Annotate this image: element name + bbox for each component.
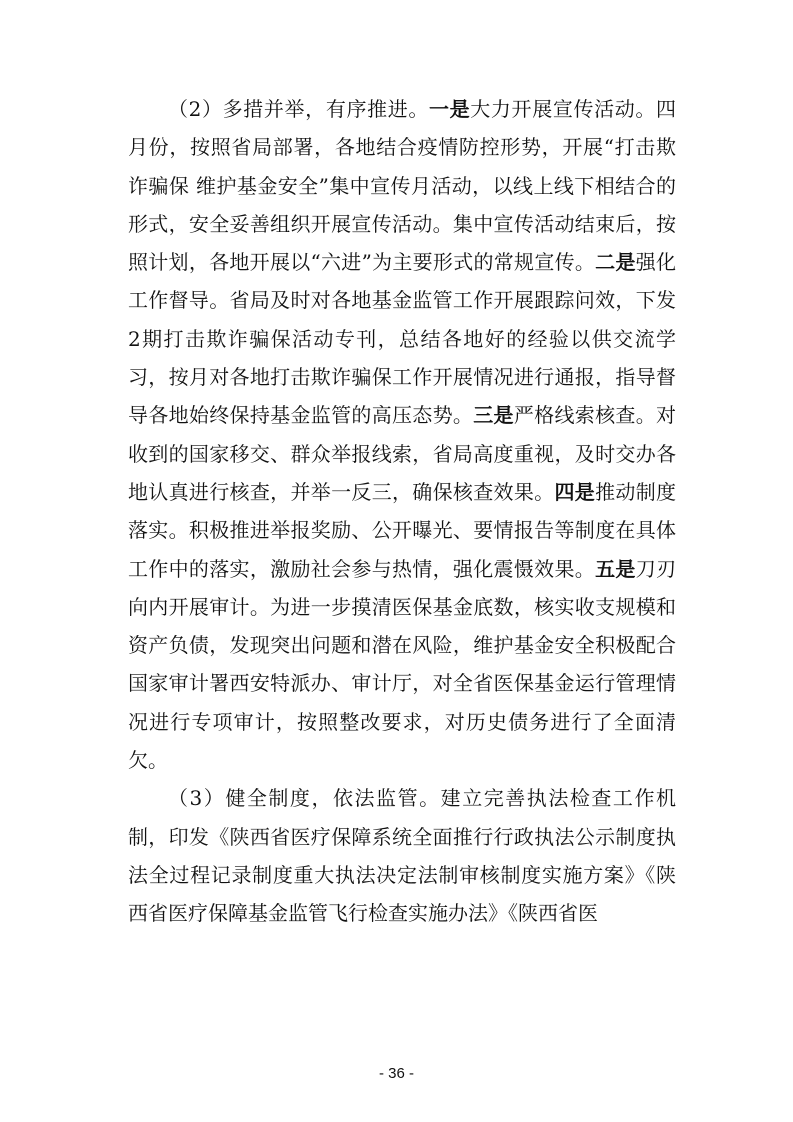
text-run: （3）健全制度，依法监管。建立完善执法检查工作机制，印发《陕西省医疗保障系统全面推行行政执法公示制度执法全过程记录制度重大执法决定法制审核制度实施方案》《陕西省医疗保障基金监管飞行检查实施办法》《陕西省医 [128,786,676,926]
bold-lead: 二是 [595,250,636,275]
bold-lead: 一是 [429,97,471,121]
text-run: 刀刃向内开展审计。为进一步摸清医保基金底数，核实收支规模和资产负债，发现突出问题和潜在风险，维护基金安全积极配合国家审计署西安特派办、审计厅，对全省医保基金运行管理情况进行专项审计，按照整改要求，对历史债务进行了全面清欠。 [128,556,677,773]
paragraph [128,90,676,779]
text-run: 推动制度落实。积极推进举报奖励、公开曝光、要情报告等制度在具体工作中的落实，激励社会参与热情，强化震慑效果。 [128,479,677,581]
paragraph [128,779,676,932]
text-run: 严格线索核查。对收到的国家移交、群众举报线索，省局高度重视，及时交办各地认真进行核查，并举一反三，确保核查效果。 [128,403,677,504]
bold-lead: 五是 [595,556,636,581]
body-text [128,90,676,933]
bold-lead: 三是 [473,403,514,428]
text-run: 大力开展宣传活动。四月份，按照省局部署，各地结合疫情防控形势，开展“打击欺诈骗保 维护基金安全”集中宣传月活动，以线上线下相结合的形式，安全妥善组织开展宣传活动。集中宣传活动结束后，按照计划，各地开展以“六进”为主要形式的常规宣传。 [128,97,677,275]
text-run: （2）多措并举，有序推进。 [168,97,429,121]
bold-lead: 四是 [554,479,596,504]
text-run: 强化工作督导。省局及时对各地基金监管工作开展跟踪问效，下发2期打击欺诈骗保活动专刊，总结各地好的经验以供交流学习，按月对各地打击欺诈骗保工作开展情况进行通报，指导督导各地始终保持基金监管的高压态势。 [128,250,677,428]
page-number: - 36 - [378,1065,414,1082]
